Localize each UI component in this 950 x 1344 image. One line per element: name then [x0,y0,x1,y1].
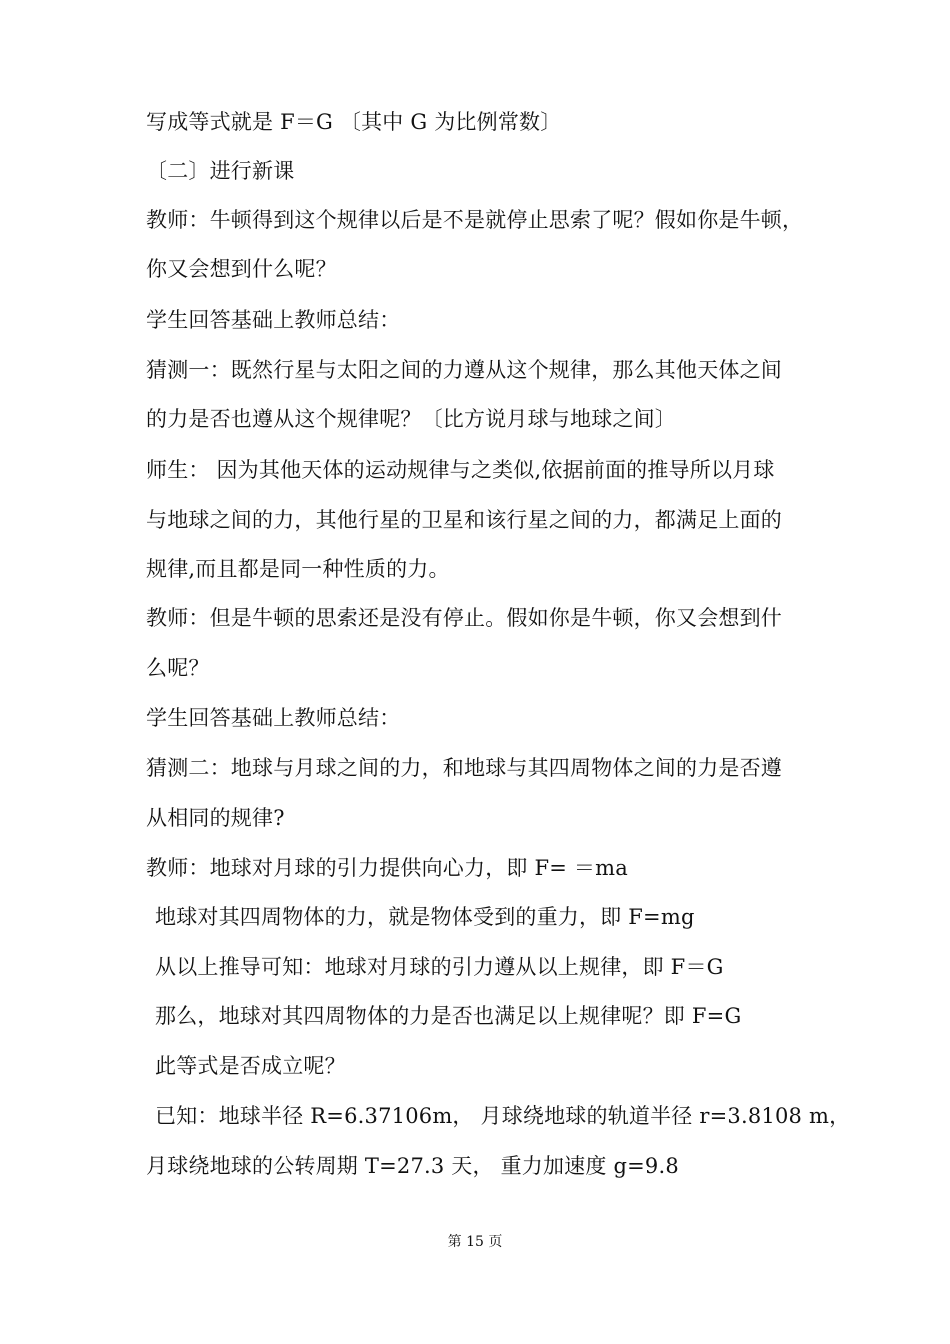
text-line-18: 从以上推导可知：地球对月球的引力遵从以上规律，即 F＝G [155,955,724,979]
text-line-14: 猜测二：地球与月球之间的力，和地球与其四周物体之间的力是否遵 [146,756,782,780]
text-line-7: 的力是否也遵从这个规律呢？〔比方说月球与地球之间〕 [146,407,676,431]
text-line-8: 师生： 因为其他天体的运动规律与之类似,依据前面的推导所以月球 [146,458,775,482]
text-line-12: 么呢？ [146,656,210,680]
text-line-20: 此等式是否成立呢？ [155,1054,346,1078]
text-line-15: 从相同的规律? [146,806,285,830]
page-number: 第 15 页 [447,1234,503,1250]
text-line-21: 已知：地球半径 R=6.37106m， 月球绕地球的轨道半径 r=3.8108 m， [155,1104,851,1128]
text-line-3: 教师：牛顿得到这个规律以后是不是就停止思索了呢？假如你是牛顿， [146,208,804,232]
text-line-10: 规律,而且都是同一种性质的力。 [146,557,450,581]
text-line-17: 地球对其四周物体的力，就是物体受到的重力，即 F=mg [155,905,695,929]
text-line-5: 学生回答基础上教师总结： [146,308,401,332]
text-line-11: 教师：但是牛顿的思索还是没有停止。假如你是牛顿，你又会想到什 [146,606,782,630]
text-line-9: 与地球之间的力，其他行星的卫星和该行星之间的力，都满足上面的 [146,508,782,532]
text-line-13: 学生回答基础上教师总结： [146,706,401,730]
text-line-1: 写成等式就是 F＝G 〔其中 G 为比例常数〕 [146,110,562,134]
text-line-22: 月球绕地球的公转周期 T=27.3 天， 重力加速度 g=9.8 [146,1154,679,1178]
text-line-4: 你又会想到什么呢？ [146,257,337,281]
text-line-19: 那么，地球对其四周物体的力是否也满足以上规律呢？即 F=G [155,1004,742,1028]
text-line-6: 猜测一：既然行星与太阳之间的力遵从这个规律，那么其他天体之间 [146,358,782,382]
text-line-16: 教师：地球对月球的引力提供向心力，即 F= ＝ma [146,856,628,880]
text-line-2: 〔二〕进行新课 [146,159,295,183]
